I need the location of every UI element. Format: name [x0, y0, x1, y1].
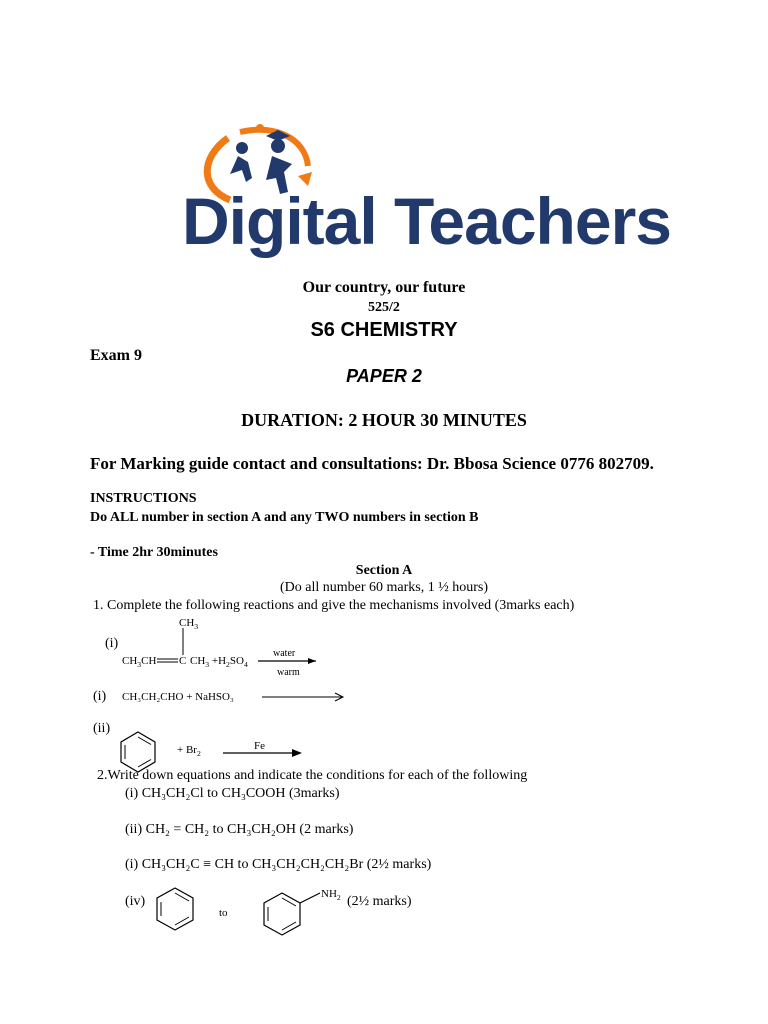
r1-arrow-head — [308, 658, 316, 664]
r2-arrow-head — [335, 693, 343, 701]
r1-left-group: $CH_3CH$ — [122, 655, 157, 670]
section-a-title: Section A — [355, 563, 413, 578]
r3-reagent: + $Br_2$ — [177, 744, 201, 759]
q2-part-d-to: to — [219, 907, 228, 919]
paper-code: 525/2 — [368, 300, 400, 315]
duration: DURATION: 2 HOUR 30 MINUTES — [241, 410, 527, 430]
r1-label: (i) — [105, 636, 119, 651]
r3-arrow-top: Fe — [254, 740, 265, 752]
r1-arrow-bottom: warm — [277, 667, 300, 678]
r1-c: C — [179, 655, 187, 667]
time-allowed: - Time 2hr 30minutes — [90, 545, 218, 560]
r3-arrow-head — [292, 749, 302, 757]
brand-wordmark: Digital Teachers — [182, 184, 671, 258]
r1-ch3-top: $CH_3$ — [179, 617, 199, 632]
q2-part-b: (ii) CH₂ = CH₂ to CH₃CH₂OH (2 marks) — [125, 822, 354, 837]
r1-right-group: $CH_3 +H_2SO_4$ — [190, 655, 248, 670]
nh2-group: $NH_2$ — [321, 888, 341, 903]
q1-stem: 1. Complete the following reactions and give the mechanisms involved (3marks each) — [93, 598, 575, 613]
q2-part-d-marks: (2½ marks) — [347, 894, 412, 909]
r2-equation: CH₃CH₂CHO + NaHSO₃ — [122, 691, 234, 703]
section-a-note: (Do all number 60 marks, 1 ½ hours) — [279, 580, 489, 595]
r2-label: (i) — [93, 689, 107, 704]
subject-title: S6 CHEMISTRY — [310, 319, 458, 341]
r1-arrow-top: water — [273, 648, 296, 659]
q2-part-a: (i) CH₃CH₂Cl to CH₃COOH (3marks) — [125, 786, 340, 801]
paper-label: PAPER 2 — [346, 366, 422, 386]
r3-label: (ii) — [93, 721, 111, 736]
r3-benzene-ring — [121, 732, 155, 772]
exam-number: Exam 9 — [90, 347, 142, 364]
instructions-heading: INSTRUCTIONS — [90, 491, 197, 506]
q2-aniline-ring — [264, 893, 320, 935]
motto: Our country, our future — [302, 279, 466, 296]
q2-stem: 2.Write down equations and indicate the conditions for each of the following — [97, 768, 528, 783]
q2-part-d-label: (iv) — [125, 894, 146, 909]
instructions-line: Do ALL number in section A and any TWO numbers in section B — [90, 510, 479, 525]
q2-part-c: (i) CH₃CH₂C ≡ CH to CH₃CH₂CH₂CH₂Br (2½ marks) — [125, 857, 432, 872]
q2-benzene-ring — [157, 888, 193, 930]
marking-contact: For Marking guide contact and consultations: Dr. Bbosa Science 0776 802709. — [90, 454, 654, 473]
